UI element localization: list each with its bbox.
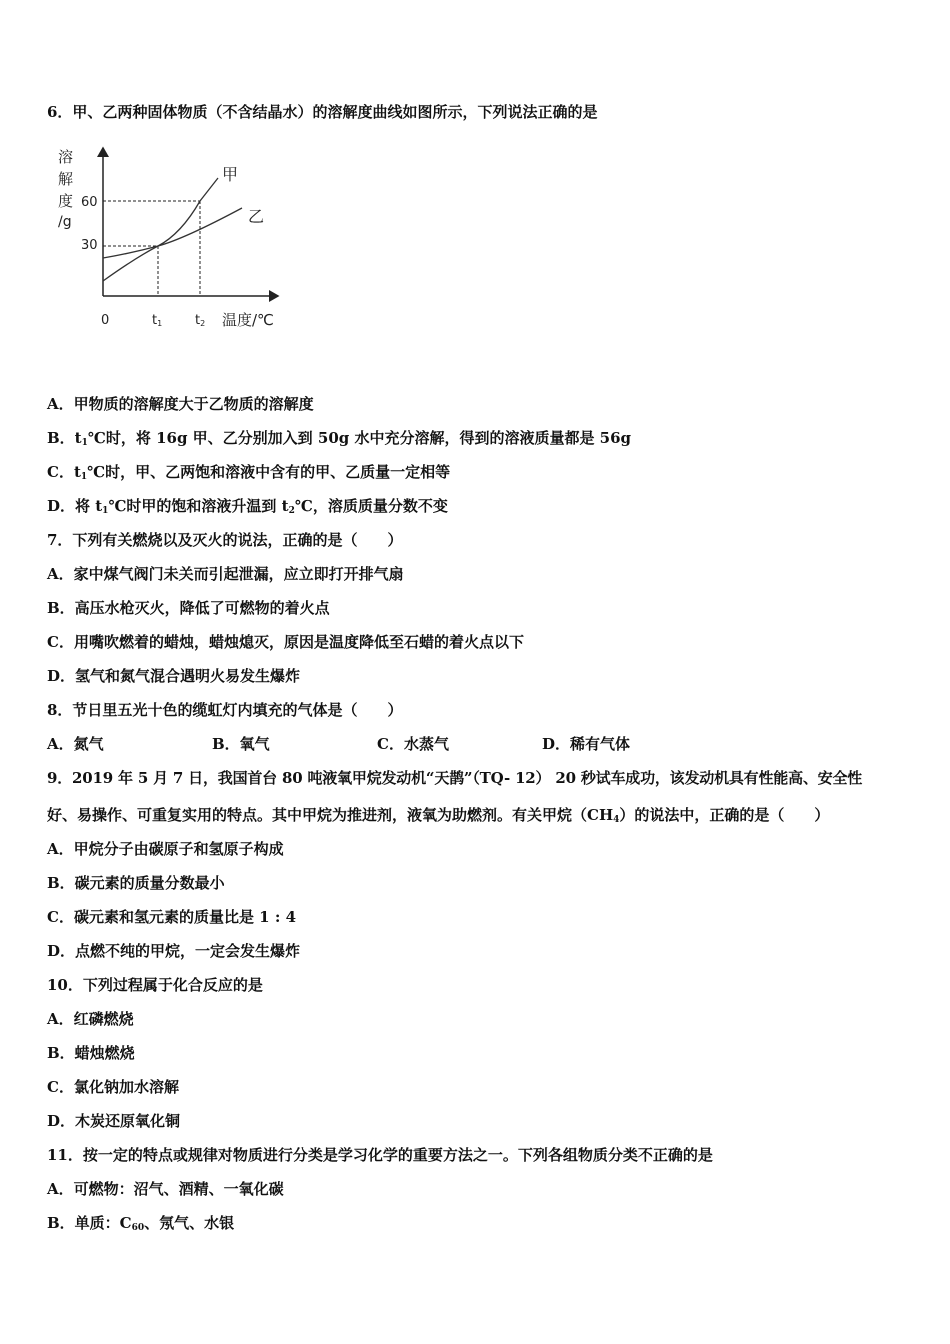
q7-option-d: D．氢气和氮气混合遇明火易发生爆炸 — [47, 667, 301, 685]
question-7-stem: 7．下列有关燃烧以及灭火的说法，正确的是（ ） — [47, 531, 403, 549]
q11-option-b: B．单质：$C_{60}$、氖气、水银 — [47, 1214, 235, 1233]
y-label-char-2: 解 — [58, 170, 74, 188]
q9-option-c: C．碳元素和氢元素的质量比是 1 : 4 — [47, 908, 297, 926]
question-9-stem-line2: 好、易操作、可重复实用的特点。其中甲烷为推进剂，液氧为助燃剂。有关甲烷$(CH_4)$的说法中，正确的是（ ） — [47, 806, 830, 825]
x-tick-t1: t1 — [152, 313, 163, 328]
q8-option-b: B．氧气 — [212, 735, 270, 753]
q8-option-c: C．水蒸气 — [377, 735, 449, 753]
y-label-char-3: 度 — [58, 192, 74, 210]
q10-option-a: A．红磷燃烧 — [47, 1010, 134, 1028]
y-tick-60: 60 — [81, 195, 98, 210]
q6-option-c: C．$t_1℃$时，甲、乙两饱和溶液中含有的甲、乙质量一定相等 — [47, 463, 451, 482]
curve-yi — [103, 208, 242, 258]
y-tick-30: 30 — [81, 238, 98, 253]
q9-option-b: B．碳元素的质量分数最小 — [47, 874, 225, 892]
curve-label-yi: 乙 — [248, 207, 265, 226]
x-axis-label: 温度/℃ — [222, 311, 274, 329]
q10-option-b: B．蜡烛燃烧 — [47, 1044, 135, 1062]
x-tick-t2: t2 — [195, 313, 206, 328]
q8-options-row — [47, 734, 920, 754]
q7-option-b: B．高压水枪灭火，降低了可燃物的着火点 — [47, 599, 330, 617]
q9-option-a: A．甲烷分子由碳原子和氢原子构成 — [47, 840, 284, 858]
y-label-char-4: /g — [58, 214, 72, 230]
q7-option-a: A．家中煤气阀门未关而引起泄漏，应立即打开排气扇 — [47, 565, 404, 583]
q8-option-a: A．氮气 — [47, 735, 104, 753]
question-11-stem: 11．按一定的特点或规律对物质进行分类是学习化学的重要方法之一。下列各组物质分类不正确的是 — [47, 1146, 713, 1164]
x-tick-0: 0 — [101, 313, 110, 328]
question-9-stem-line1: 9．2019 年 5 月 7 日，我国首台 80 吨液氧甲烷发动机“天鹊”（TQ- 12） 20 秒试车成功，该发动机具有性能高、安全性 — [47, 769, 863, 787]
q7-option-c: C．用嘴吹燃着的蜡烛，蜡烛熄灭，原因是温度降低至石蜡的着火点以下 — [47, 633, 524, 651]
solubility-curve-graph — [50, 140, 290, 340]
q6-option-a: A．甲物质的溶解度大于乙物质的溶解度 — [47, 395, 314, 413]
q6-option-b: B．$t_1℃$时，将 16g 甲、乙分别加入到 50g 水中充分溶解，得到的溶液质量都是 56g — [47, 429, 632, 448]
q9-option-d: D．点燃不纯的甲烷，一定会发生爆炸 — [47, 942, 301, 960]
q8-option-d: D．稀有气体 — [542, 735, 631, 753]
y-label-char-1: 溶 — [58, 148, 74, 166]
q10-option-c: C．氯化钠加水溶解 — [47, 1078, 179, 1096]
q6-option-d: D．将 $t_1℃$时甲的饱和溶液升温到 $t_2℃$，溶质质量分数不变 — [47, 497, 448, 516]
question-8-stem: 8．节日里五光十色的缆虹灯内填充的气体是（ ） — [47, 701, 403, 719]
curve-label-jia: 甲 — [222, 165, 239, 184]
q10-option-d: D．木炭还原氧化铜 — [47, 1112, 181, 1130]
q11-option-a: A．可燃物：沼气、酒精、一氧化碳 — [47, 1180, 284, 1198]
question-6-stem: 6．甲、乙两种固体物质（不含结晶水）的溶解度曲线如图所示，下列说法正确的是 — [47, 103, 598, 121]
question-10-stem: 10．下列过程属于化合反应的是 — [47, 976, 263, 994]
